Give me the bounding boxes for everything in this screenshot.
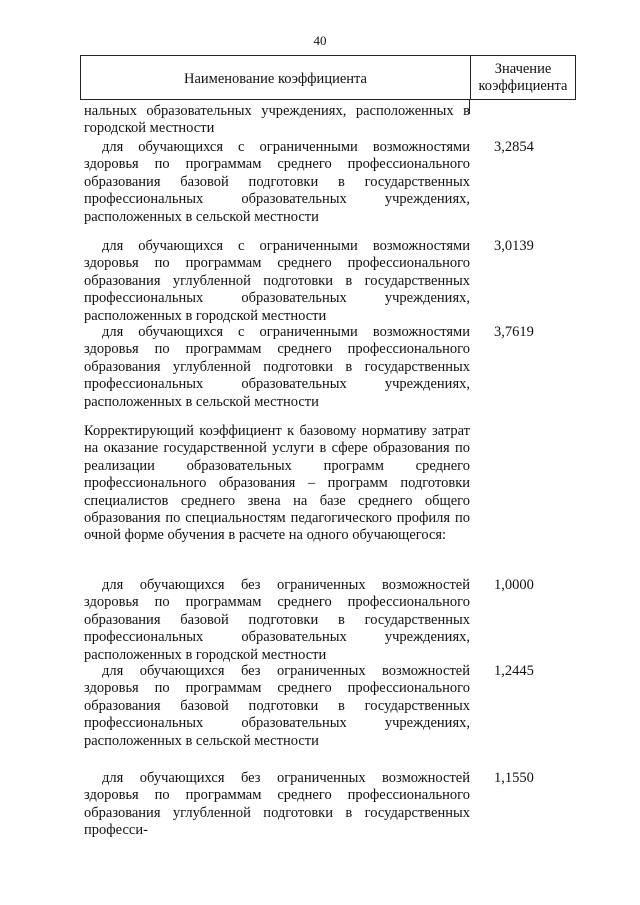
coefficient-row-5-text: для обучающихся без ограниченных возможностей здоровья по программам среднего профессионального образования базовой подготовки в государственных профессиональных образовательных учреждениях, расположенных в сельской местности: [84, 663, 470, 749]
coefficient-row-1-value: 3,2854: [494, 139, 534, 155]
coefficient-row-6-value: 1,1550: [494, 770, 534, 786]
column-header-value-line1: Значение: [494, 60, 552, 77]
section-heading: Корректирующий коэффициент к базовому нормативу затрат на оказание государственной услуги в сфере образования по реализации образовательных программ среднего профессионального образования – программ подготовки специалистов среднего звена на базе среднего общего образования по специальностям педагогического профиля по очной форме обучения в расчете на одного обучающегося:: [84, 423, 470, 544]
coefficient-row-4-text: для обучающихся без ограниченных возможностей здоровья по программам среднего профессионального образования базовой подготовки в государственных профессиональных образовательных учреждениях, расположенных в городской местности: [84, 577, 470, 663]
page-number: 40: [313, 33, 327, 48]
coefficient-row-1-text: для обучающихся с ограниченными возможностями здоровья по программам среднего профессионального образования базовой подготовки в государственных профессиональных образовательных учреждениях, расположенных в сельской местности: [84, 139, 470, 225]
column-header-value: [471, 56, 575, 99]
coefficient-row-6-text: для обучающихся без ограниченных возможностей здоровья по программам среднего профессионального образования углубленной подготовки в государственных професси-: [84, 770, 470, 839]
coefficient-row-5-value: 1,2445: [494, 663, 534, 679]
continuation-text: нальных образовательных учреждениях, расположенных в городской местности: [84, 103, 470, 137]
coefficient-row-2-text: для обучающихся с ограниченными возможностями здоровья по программам среднего профессионального образования углубленной подготовки в государственных профессиональных образовательных учреждениях, расположенных в городской местности: [84, 238, 470, 324]
coefficient-row-4-value: 1,0000: [494, 577, 534, 593]
column-header-value-line2: коэффициента: [478, 77, 568, 94]
table-header: [80, 55, 576, 100]
coefficient-row-3-text: для обучающихся с ограниченными возможностями здоровья по программам среднего профессионального образования углубленной подготовки в государственных профессиональных образовательных учреждениях, расположенных в сельской местности: [84, 324, 470, 410]
coefficient-row-2-value: 3,0139: [494, 238, 534, 254]
column-header-name: Наименование коэффициента: [81, 56, 471, 99]
coefficient-row-3-value: 3,7619: [494, 324, 534, 340]
